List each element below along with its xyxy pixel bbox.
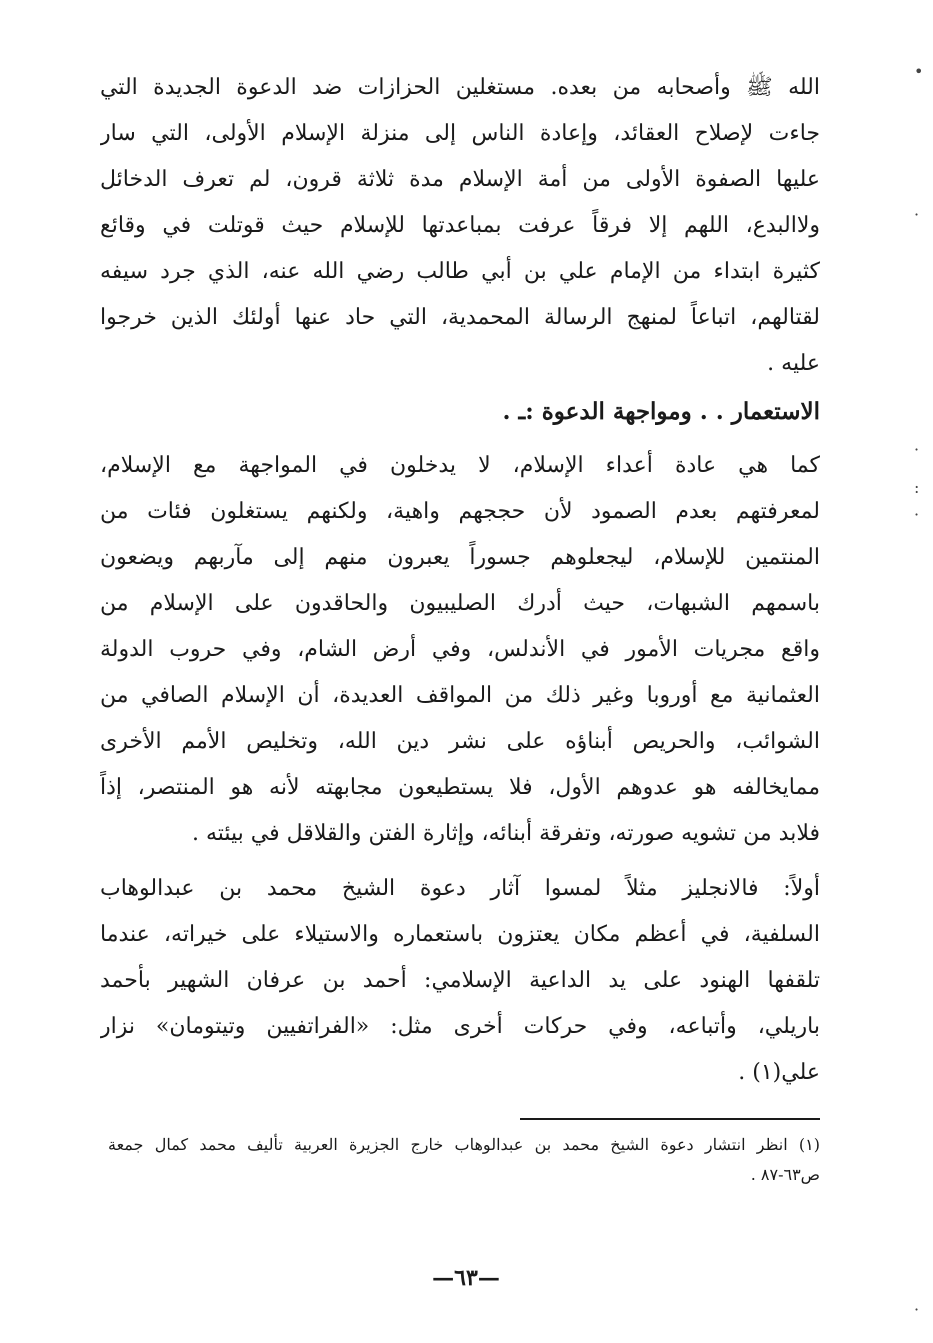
- text-line: باسمهم الشبهات، حيث أدرك الصليبيون والحاقدون على الإسلام من: [100, 591, 820, 616]
- footnote: [108, 1130, 820, 1190]
- footnote-line: ص٦٣-٨٧ .: [750, 1165, 820, 1184]
- text-line: لقتالهم، اتباعاً لمنهج الرسالة المحمدية، التي حاد عنها أولئك الذين خرجوا: [100, 305, 820, 330]
- text-line: عليها الصفوة الأولى من أمة الإسلام مدة ثلاثة قرون، لم تعرف الدخائل: [100, 167, 820, 192]
- scan-margin-specks: • · · : · ·: [914, 62, 924, 1319]
- footnote-divider: [520, 1118, 820, 1120]
- text-line: جاءت لإصلاح العقائد، وإعادة الناس إلى منزلة الإسلام الأولى، التي سار: [100, 121, 820, 146]
- text-line: باريلي، وأتباعه، وفي حركات أخرى مثل: «الفراتفيين وتيتومان» نزار: [100, 1014, 820, 1039]
- text-line: لمعرفتهم بعدم الصمود لأن حججهم واهية، ولكنهم يستغلون فئات من: [100, 499, 820, 524]
- text-line: واقع مجريات الأمور في الأندلس، وفي أرض الشام، وفي حروب الدولة: [100, 637, 820, 662]
- footnote-line: (١) انظر انتشار دعوة الشيخ محمد بن عبدالوهاب خارج الجزيرة العربية تأليف محمد كمال جمعة: [108, 1135, 820, 1154]
- text-line: العثمانية مع أوروبا وغير ذلك من المواقف العديدة، أن الإسلام الصافي من: [100, 683, 820, 708]
- text-line: علي(١) .: [738, 1060, 820, 1085]
- paragraph-1: [100, 65, 820, 387]
- text-line: ممايخالفه هو عدوهم الأول، فلا يستطيعون مجابهته لأنه هو المنتصر، إذاً: [100, 775, 820, 800]
- text-line: الله ﷺ وأصحابه من بعده. مستغلين الحزازات ضد الدعوة الجديدة التي: [100, 75, 820, 100]
- text-line: المنتمين للإسلام، ليجعلوهم جسوراً يعبرون منهم إلى مآربهم ويضعون: [100, 545, 820, 570]
- text-line: ولاالبدع، اللهم إلا فرقاً عرفت بمباعدتها للإسلام حيث قوتلت في وقائع: [100, 213, 820, 238]
- paragraph-3: [100, 866, 820, 1096]
- page-number: —٦٣—: [432, 1265, 500, 1291]
- paragraph-2: [100, 443, 820, 857]
- text-line: فلابد من تشويه صورته، وتفرقة أبنائه، وإثارة الفتن والقلاقل في بيئته .: [191, 821, 820, 846]
- text-line: كما هي عادة أعداء الإسلام، لا يدخلون في المواجهة مع الإسلام،: [100, 453, 820, 478]
- text-line: الشوائب، والحريص أبناؤه على نشر دين الله، وتخليص الأمم الأخرى: [100, 729, 820, 754]
- text-line: عليه .: [767, 351, 820, 376]
- text-line: كثيرة ابتداء من الإمام علي بن أبي طالب رضي الله عنه، الذي جرد سيفه: [100, 259, 820, 284]
- text-line: أولاً: فالانجليز مثلاً لمسوا آثار دعوة الشيخ محمد بن عبدالوهاب: [100, 876, 820, 901]
- text-line: تلقفها الهنود على يد الداعية الإسلامي: أحمد بن عرفان الشهير بأحمد: [100, 968, 820, 993]
- text-line: السلفية، في أعظم مكان يعتزون باستعماره والاستيلاء على خيراته، عندما: [100, 922, 820, 947]
- section-heading: الاستعمار . . ومواجهة الدعوة :ـ .: [502, 398, 820, 425]
